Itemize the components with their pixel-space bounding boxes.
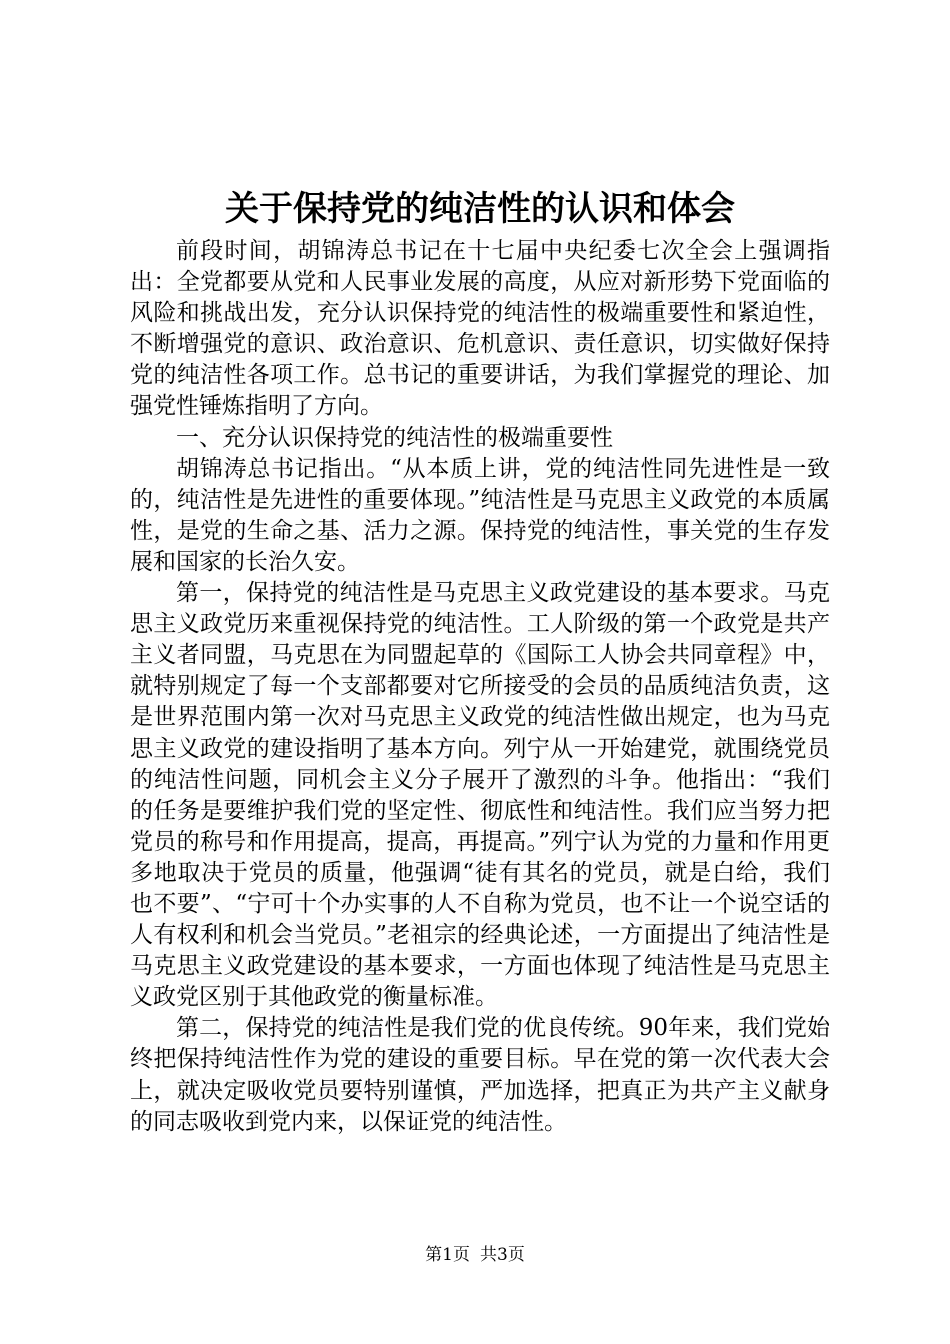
page-number-total: 共3页	[480, 1245, 525, 1265]
document-body	[130, 236, 830, 1138]
page-number-current: 第1页	[425, 1245, 470, 1265]
document-title: 关于保持党的纯洁性的认识和体会	[225, 189, 735, 229]
paragraph-quote: 胡锦涛总书记指出。“从本质上讲，党的纯洁性同先进性是一致的，纯洁性是先进性的重要体现。”纯洁性是马克思主义政党的本质属性，是党的生命之基、活力之源。保持党的纯洁性，事关党的生存发展和国家的长治久安。	[130, 455, 830, 575]
paragraph-first-point: 第一，保持党的纯洁性是马克思主义政党建设的基本要求。马克思主义政党历来重视保持党的纯洁性。工人阶级的第一个政党是共产主义者同盟，马克思在为同盟起草的《国际工人协会共同章程》中，就特别规定了每一个支部都要对它所接受的会员的品质纯洁负责，这是世界范围内第一次对马克思主义政党的纯洁性做出规定，也为马克思主义政党的建设指明了基本方向。列宁从一开始建党，就围绕党员的纯洁性问题，同机会主义分子展开了激烈的斗争。他指出：“我们的任务是要维护我们党的坚定性、彻底性和纯洁性。我们应当努力把党员的称号和作用提高，提高，再提高。”列宁认为党的力量和作用更多地取决于党员的质量，他强调“徒有其名的党员，就是白给，我们也不要”、“宁可十个办实事的人不自称为党员，也不让一个说空话的人有权利和机会当党员。”老祖宗的经典论述，一方面提出了纯洁性是马克思主义政党建设的基本要求，一方面也体现了纯洁性是马克思主义政党区别于其他政党的衡量标准。	[130, 580, 830, 1011]
section-heading-1: 一、充分认识保持党的纯洁性的极端重要性	[176, 424, 613, 451]
paragraph-second-point: 第二，保持党的纯洁性是我们党的优良传统。90年来，我们党始终把保持纯洁性作为党的建设的重要目标。早在党的第一次代表大会上，就决定吸收党员要特别谨慎，严加选择，把真正为共产主义献身的同志吸收到党内来，以保证党的纯洁性。	[130, 1015, 830, 1135]
paragraph-intro: 前段时间，胡锦涛总书记在十七届中央纪委七次全会上强调指出：全党都要从党和人民事业发展的高度，从应对新形势下党面临的风险和挑战出发，充分认识保持党的纯洁性的极端重要性和紧迫性，不断增强党的意识、政治意识、危机意识、责任意识，切实做好保持党的纯洁性各项工作。总书记的重要讲话，为我们掌握党的理论、加强党性锤炼指明了方向。	[130, 238, 830, 420]
page-footer	[0, 1243, 950, 1267]
